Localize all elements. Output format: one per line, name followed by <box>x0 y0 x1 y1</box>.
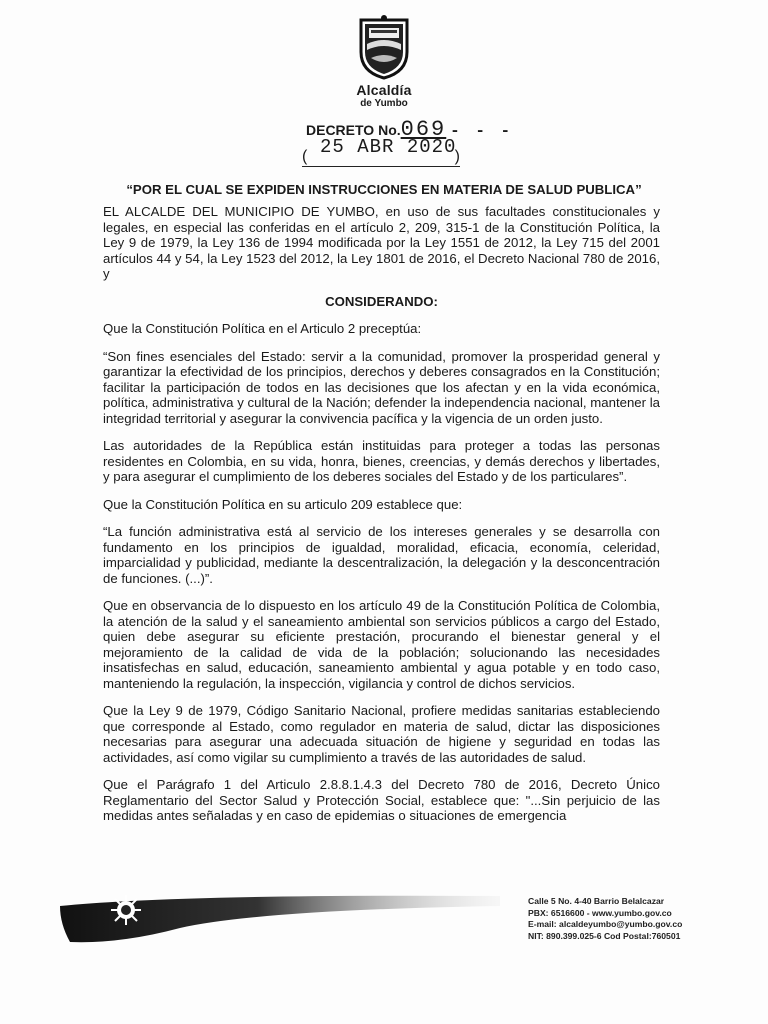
decree-number: 069 <box>400 117 447 142</box>
footer-nit: NIT: 890.399.025-6 Cod Postal:760501 <box>528 930 681 941</box>
sun-emblem-icon <box>111 895 141 925</box>
footer-swoosh <box>60 884 500 954</box>
org-name: Alcaldía <box>356 82 412 98</box>
paragraph: “Son fines esenciales del Estado: servir a la comunidad, promover la prosperidad general y garantizar la efectividad de los principios, derechos y deberes consagrados en la Constitución; facilitar la participación de todos en las decisiones que los afectan y en la vida económica, política, administrativa y cultural de la Nación; defender la independencia nacional, mantener la integridad territorial y asegurar la convivencia pacífica y la vigencia de un orden justo. <box>103 348 660 426</box>
footer-pbx: PBX: 6516600 - www.yumbo.gov.co <box>528 907 672 918</box>
preamble: EL ALCALDE DEL MUNICIPIO DE YUMBO, en uso de sus facultades constitucionales y legales, en especial las conferidas en el artículo 2, 209, 315-1 de la Constitución Política, la Ley 9 de 1979, la Ley 136 de 1994 modificada por la Ley 1551 de 2012, la Ley 715 del 2001 artículos 44 y 54, la Ley 1523 del 2012, la Ley 1801 de 2016, el Decreto Nacional 780 de 2016, y <box>103 204 660 281</box>
decree-title: “POR EL CUAL SE EXPIDEN INSTRUCCIONES EN MATERIA DE SALUD PUBLICA” <box>126 182 642 197</box>
document-body <box>103 204 660 836</box>
footer-contact <box>528 896 682 942</box>
paragraph: Que la Constitución Política en su articulo 209 establece que: <box>103 496 463 512</box>
paragraph: “La función administrativa está al servicio de los intereses generales y se desarrolla con fundamento en los principios de igualdad, moralidad, eficacia, economía, celeridad, imparcialidad y publicidad, mediante la descentralización, la delegación y la desconcentración de funciones. (...)”. <box>103 524 660 586</box>
decree-date: 25 ABR 2020 <box>320 136 457 158</box>
municipal-crest-icon <box>353 14 415 80</box>
paragraph: Que el Parágrafo 1 del Articulo 2.8.8.1.4.3 del Decreto 780 de 2016, Decreto Único Reglamentario del Sector Salud y Protección Social, establece que: "...Sin perjuicio de las medidas antes señaladas y en caso de epidemias o situaciones de emergencia <box>103 777 660 823</box>
decree-dashes: - - - <box>450 122 514 140</box>
paragraph: Que la Ley 9 de 1979, Código Sanitario Nacional, profiere medidas sanitarias estableciendo que corresponde al Estado, como regulador en materia de salud, dictar las disposiciones necesarias para asegurar una adecuada situación de higiene y seguridad en todas las actividades, así como vigilar su cumplimiento a través de las autoridades de salud. <box>103 703 660 765</box>
footer-email: E-mail: alcaldeyumbo@yumbo.gov.co <box>528 919 683 929</box>
footer-address: Calle 5 No. 4-40 Barrio Belalcazar <box>528 896 665 906</box>
letterhead <box>0 14 768 109</box>
decree-date-field: ( 25 ABR 2020 ) <box>302 136 460 165</box>
paragraph: Las autoridades de la República están instituidas para proteger a todas las personas residentes en Colombia, en su vida, honra, bienes, creencias, y demás derechos y libertades, y para asegurar el cumplimiento de los deberes sociales del Estado y de los particulares”. <box>103 438 660 484</box>
paragraph: Que la Constitución Política en el Articulo 2 preceptúa: <box>103 321 422 336</box>
decree-label: DECRETO No. <box>306 122 401 138</box>
considerando-heading: CONSIDERANDO: <box>325 293 438 309</box>
paragraph: Que en observancia de lo dispuesto en los artículo 49 de la Constitución Política de Colombia, la atención de la salud y el saneamiento ambiental son servicios públicos a cargo del Estado, quien debe asegurar su eficiente prestación, procurando el bienestar general y el mejoramiento de la calidad de vida de la población; solucionando las necesidades insatisfechas en salud, educación, saneamiento ambiental y agua potable y en todo caso, manteniendo la regulación, la inspección, vigilancia y control de dichos servicios. <box>103 598 660 691</box>
org-subtitle: de Yumbo <box>360 98 408 109</box>
